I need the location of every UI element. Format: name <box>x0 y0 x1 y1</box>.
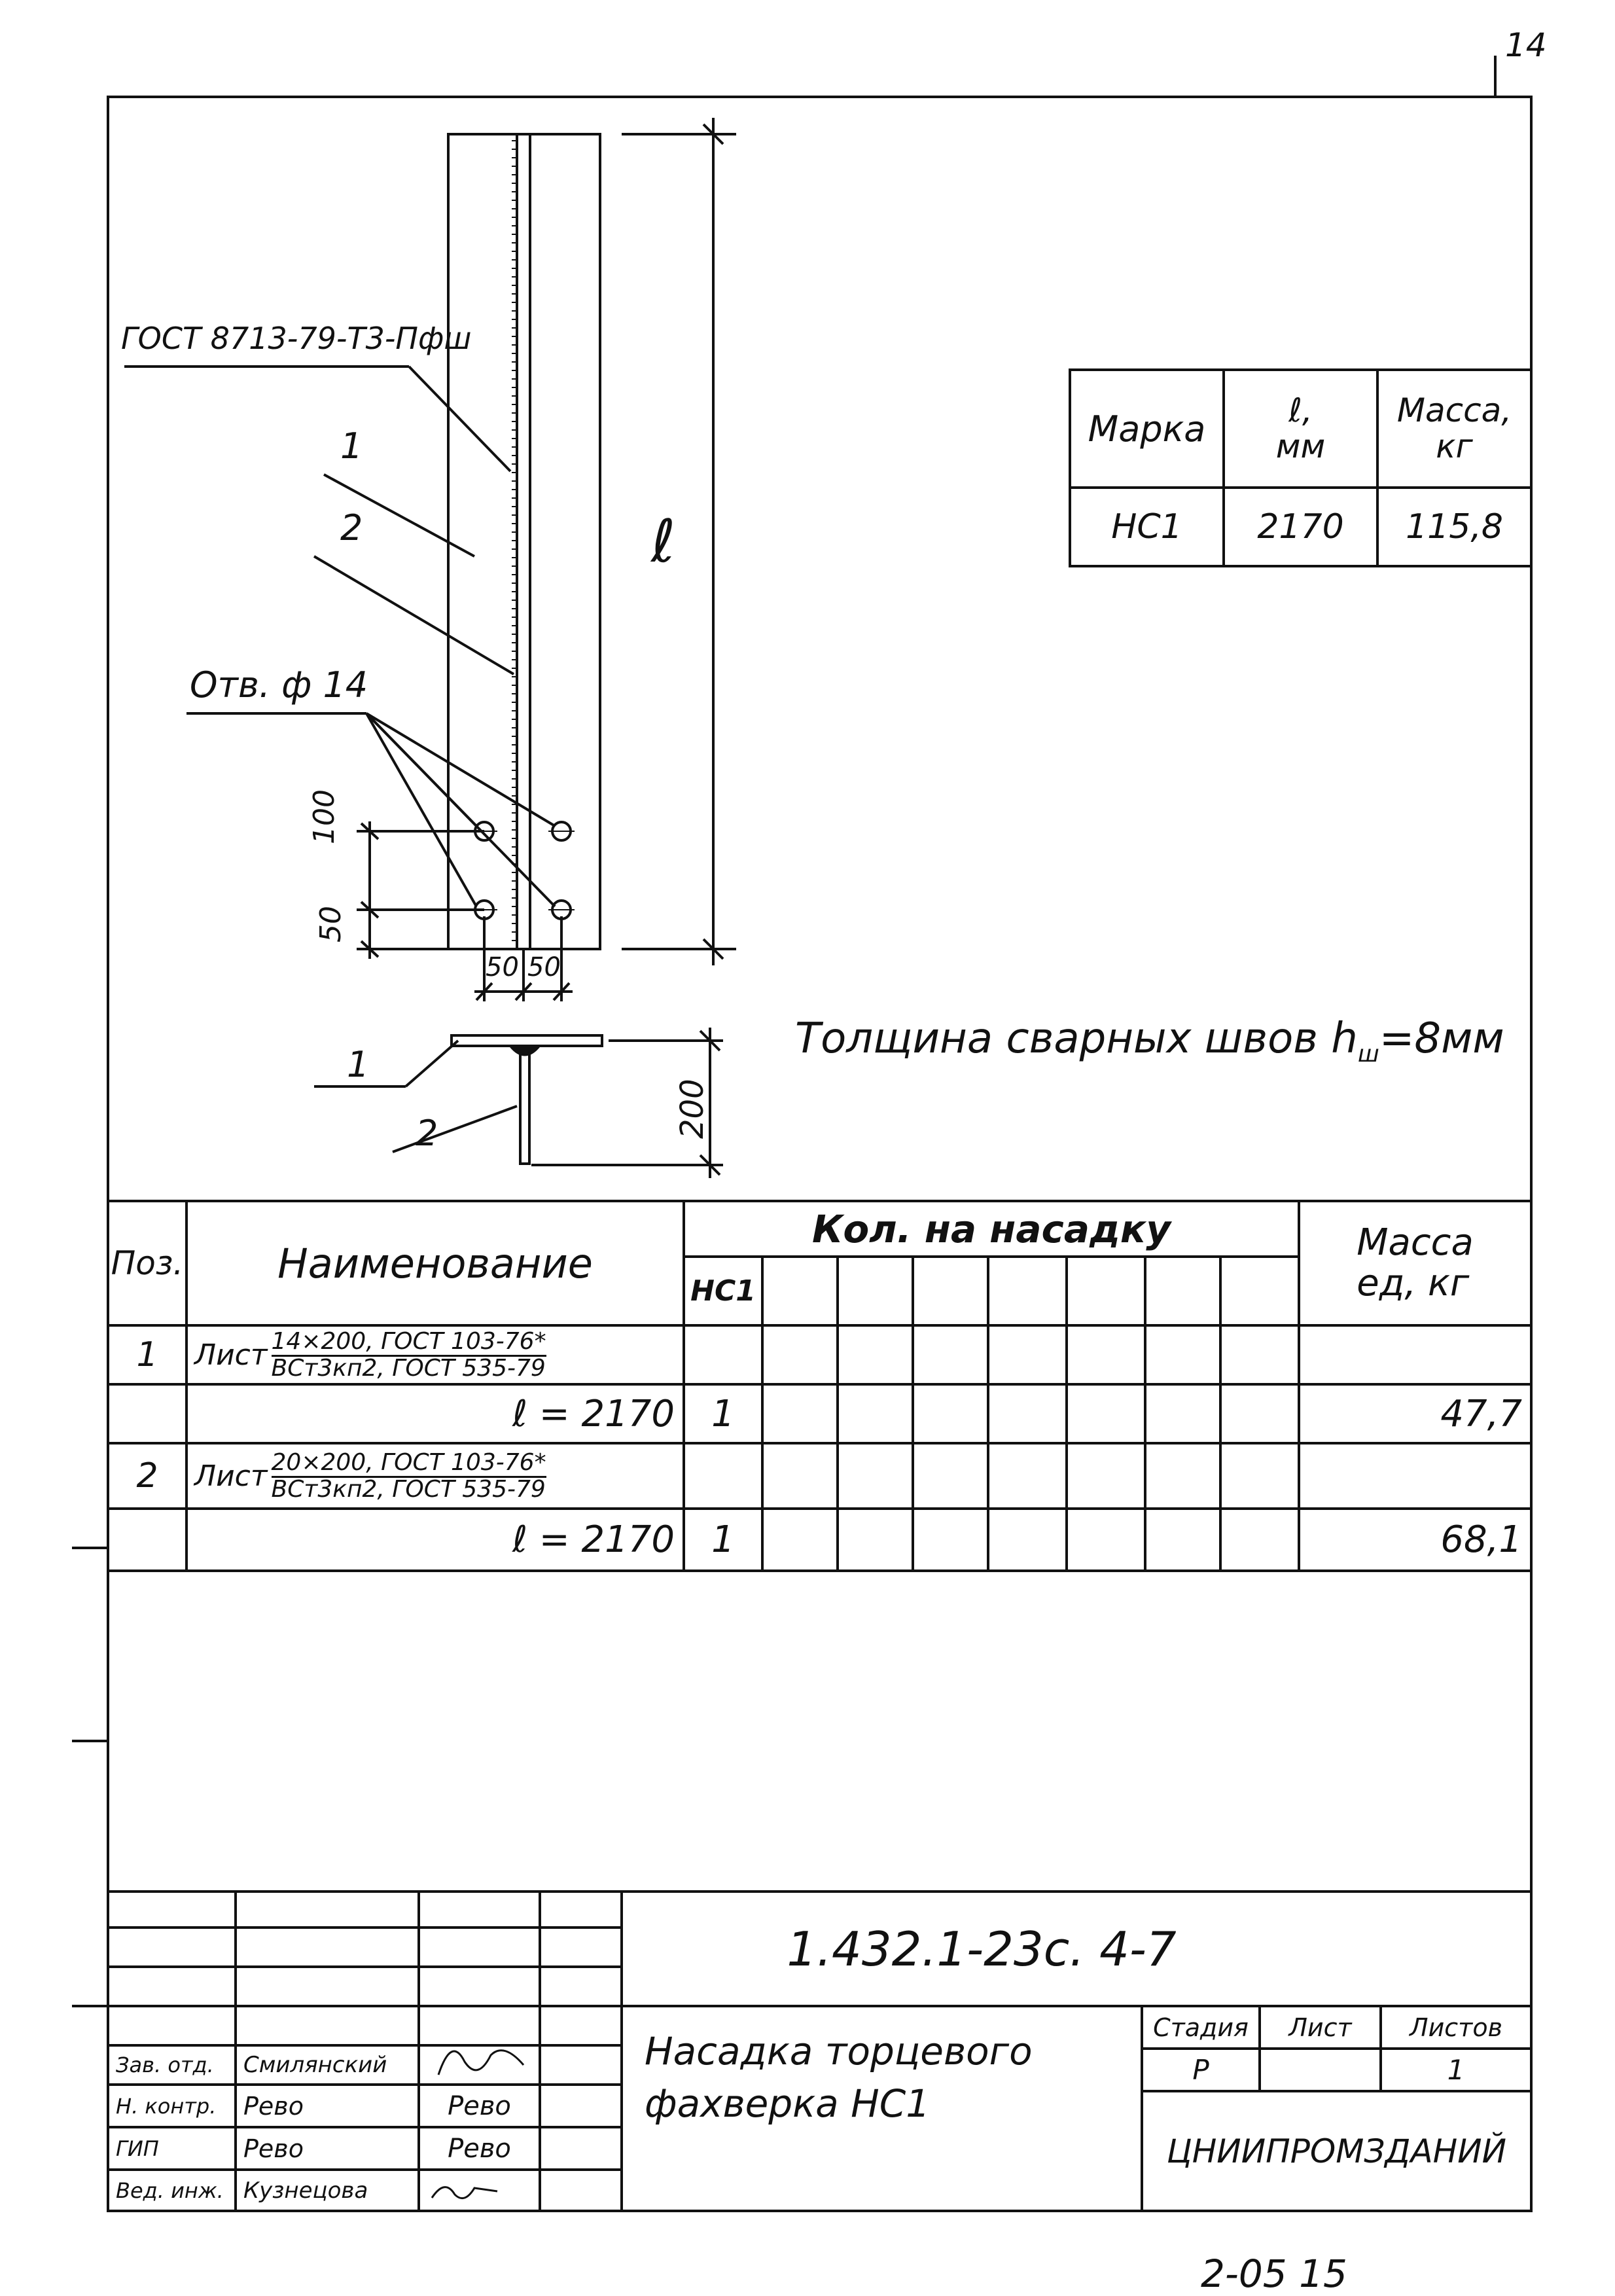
spec-header-pos: Поз. <box>111 1244 184 1282</box>
length-symbol: ℓ <box>651 507 676 576</box>
dim-50-left: 50 <box>486 952 519 982</box>
dim-100: 100 <box>308 789 341 844</box>
position-1-label: 1 <box>340 425 363 467</box>
spec-row-2-pos: 2 <box>136 1456 158 1496</box>
sheets-value: 1 <box>1447 2054 1465 2086</box>
sheet-number-top: 14 <box>1505 26 1547 64</box>
spec-header-name: Наименование <box>277 1239 593 1287</box>
spec-row-2-name <box>186 1443 684 1509</box>
spec-row-2-den: ВСт3кп2, ГОСТ 535-79 <box>271 1475 546 1503</box>
spec-row-2-prefix: Лист <box>194 1459 268 1493</box>
spec-row-1-den: ВСт3кп2, ГОСТ 535-79 <box>271 1354 546 1382</box>
weld-thickness-text: Толщина сварных швов h <box>795 1014 1358 1063</box>
sheets-label: Листов <box>1410 2013 1502 2042</box>
organization-name: ЦНИИПРОМЗДАНИЙ <box>1166 2132 1507 2170</box>
dim-200: 200 <box>674 1079 711 1139</box>
section-web <box>520 1046 529 1164</box>
section-position-1: 1 <box>347 1044 370 1085</box>
staff-role-4: Вед. инж. <box>116 2178 224 2203</box>
stage-label: Стадия <box>1153 2013 1249 2042</box>
mark-value-mark: НС1 <box>1111 507 1182 547</box>
document-code: 1.432.1-23с. 4-7 <box>787 1921 1177 1977</box>
dim-50-vertical: 50 <box>314 906 347 942</box>
weld-thickness-value: =8мм <box>1379 1014 1504 1063</box>
spec-row-2-length: ℓ = 2170 <box>512 1518 675 1561</box>
hole-note: Отв. ф 14 <box>190 664 368 706</box>
sheet-number-bottom: 2-05 15 <box>1201 2251 1347 2296</box>
signature-1 <box>425 2029 537 2085</box>
weld-standard-note: ГОСТ 8713-79-Т3-Пфш <box>121 321 472 356</box>
spec-row-2-qty: 1 <box>711 1518 735 1561</box>
spec-row-1-mass: 47,7 <box>1440 1392 1522 1435</box>
signature-4 <box>425 2172 504 2208</box>
stage-value: Р <box>1192 2054 1209 2086</box>
spec-row-1-pos: 1 <box>136 1335 158 1374</box>
staff-sign-2: Рево <box>448 2090 511 2121</box>
staff-name-3: Рево <box>243 2134 304 2163</box>
spec-header-qty-sub: НС1 <box>690 1274 756 1308</box>
spec-row-1-length: ℓ = 2170 <box>512 1392 675 1435</box>
spec-row-1-num: 14×200, ГОСТ 103-76* <box>272 1330 546 1357</box>
staff-role-2: Н. контр. <box>116 2093 217 2119</box>
weld-thickness-sub: ш <box>1357 1040 1379 1067</box>
section-flange <box>452 1035 602 1046</box>
mark-value-length: 2170 <box>1257 507 1344 547</box>
spec-row-1-qty: 1 <box>711 1392 735 1435</box>
sheet-label: Лист <box>1288 2013 1352 2042</box>
title-line-1: Насадка торцевого <box>645 2029 1033 2073</box>
spec-row-1-prefix: Лист <box>194 1338 268 1372</box>
spec-row-2-num: 20×200, ГОСТ 103-76* <box>272 1451 546 1478</box>
staff-name-4: Кузнецова <box>243 2177 368 2204</box>
weld-thickness-note <box>795 1014 1504 1067</box>
staff-name-2: Рево <box>243 2091 304 2121</box>
mark-value-mass: 115,8 <box>1406 507 1503 547</box>
spec-header-mass: Масса ед, кг <box>1357 1221 1474 1304</box>
mark-header-mass: Масса, кг <box>1396 391 1512 465</box>
plate-front-view <box>448 134 600 949</box>
spec-row-2-fraction <box>271 1448 546 1503</box>
position-2-label: 2 <box>340 507 363 548</box>
dim-50-right: 50 <box>527 952 561 982</box>
mark-header-mark: Марка <box>1088 408 1206 450</box>
spec-row-1-name <box>186 1325 684 1384</box>
staff-name-1: Смилянский <box>243 2052 387 2078</box>
spec-row-1-fraction <box>271 1327 546 1382</box>
spec-header-qty: Кол. на насадку <box>811 1206 1171 1251</box>
staff-sign-3: Рево <box>448 2133 511 2164</box>
title-line-2: фахверка НС1 <box>645 2081 931 2126</box>
spec-row-2-mass: 68,1 <box>1440 1518 1522 1561</box>
staff-role-1: Зав. отд. <box>116 2053 214 2077</box>
section-position-2: 2 <box>416 1113 438 1154</box>
mark-header-length: ℓ, мм <box>1275 391 1326 465</box>
staff-role-3: ГИП <box>116 2136 159 2161</box>
